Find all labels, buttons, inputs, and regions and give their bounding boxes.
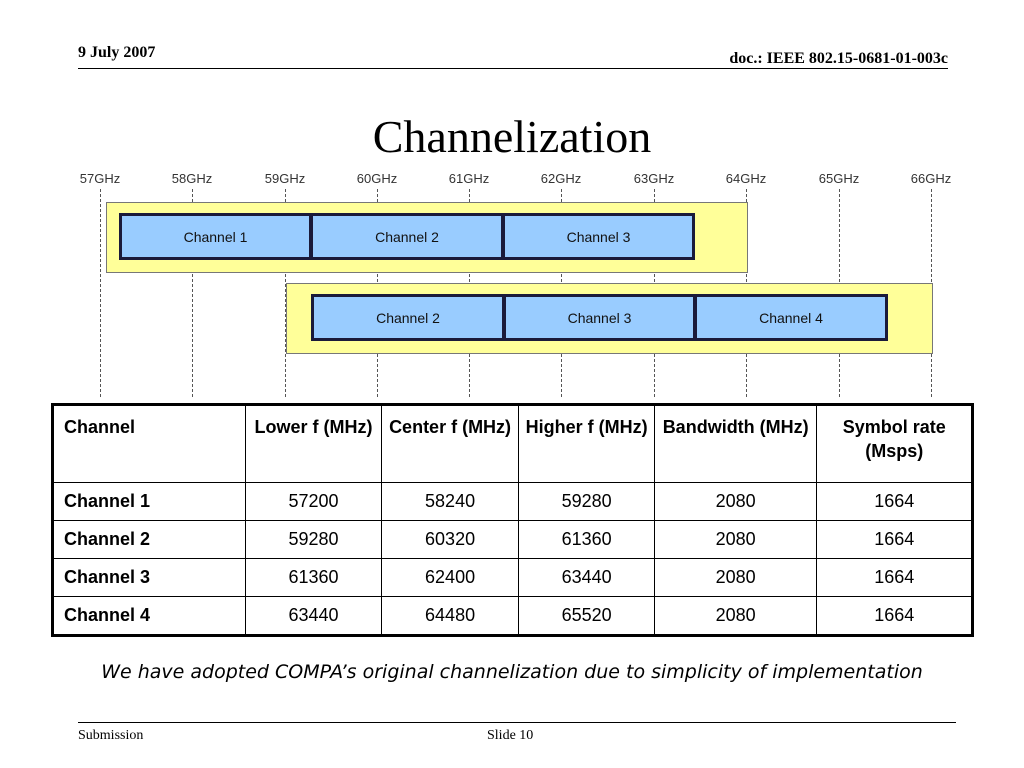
cell-channel: Channel 3 <box>53 559 246 597</box>
col-header-symbol-rate: Symbol rate (Msps) <box>817 405 973 483</box>
freq-label-60: 60GHz <box>356 171 398 186</box>
channel-table <box>51 403 974 637</box>
footer-rule <box>78 722 956 723</box>
footer-submission: Submission <box>78 728 144 743</box>
channel-box-1: Channel 1 <box>119 213 312 260</box>
cell-bandwidth: 2080 <box>654 597 817 636</box>
cell-symbol-rate: 1664 <box>817 483 973 521</box>
freq-label-59: 59GHz <box>264 171 306 186</box>
cell-symbol-rate: 1664 <box>817 597 973 636</box>
col-header-lower-f: Lower f (MHz) <box>246 405 382 483</box>
slide-title: Channelization <box>372 111 652 162</box>
table-header-row <box>53 405 973 483</box>
col-header-bandwidth: Bandwidth (MHz) <box>654 405 817 483</box>
cell-higher-f: 59280 <box>519 483 655 521</box>
header-rule <box>78 68 948 69</box>
table-row <box>53 559 973 597</box>
gridline-57 <box>100 189 101 397</box>
cell-center-f: 58240 <box>381 483 519 521</box>
channel-box-2: Channel 2 <box>310 213 504 260</box>
cell-higher-f: 61360 <box>519 521 655 559</box>
cell-symbol-rate: 1664 <box>817 521 973 559</box>
cell-channel: Channel 4 <box>53 597 246 636</box>
freq-label-65: 65GHz <box>818 171 860 186</box>
cell-bandwidth: 2080 <box>654 559 817 597</box>
channel-box-3b: Channel 3 <box>503 294 696 341</box>
header-date: 9 July 2007 <box>78 44 156 61</box>
channel-box-3: Channel 3 <box>502 213 695 260</box>
table-row <box>53 597 973 636</box>
cell-lower-f: 57200 <box>246 483 382 521</box>
cell-higher-f: 65520 <box>519 597 655 636</box>
freq-label-63: 63GHz <box>633 171 675 186</box>
cell-bandwidth: 2080 <box>654 483 817 521</box>
freq-label-62: 62GHz <box>540 171 582 186</box>
channel-box-4: Channel 4 <box>694 294 888 341</box>
cell-bandwidth: 2080 <box>654 521 817 559</box>
header-doc-id: doc.: IEEE 802.15-0681-01-003c <box>729 50 948 67</box>
freq-label-58: 58GHz <box>171 171 213 186</box>
freq-label-57: 57GHz <box>79 171 121 186</box>
channel-box-2b: Channel 2 <box>311 294 505 341</box>
freq-label-61: 61GHz <box>448 171 490 186</box>
cell-lower-f: 63440 <box>246 597 382 636</box>
cell-lower-f: 59280 <box>246 521 382 559</box>
freq-label-66: 66GHz <box>910 171 952 186</box>
col-header-channel: Channel <box>53 405 246 483</box>
cell-center-f: 64480 <box>381 597 519 636</box>
cell-channel: Channel 1 <box>53 483 246 521</box>
cell-higher-f: 63440 <box>519 559 655 597</box>
cell-symbol-rate: 1664 <box>817 559 973 597</box>
cell-center-f: 60320 <box>381 521 519 559</box>
col-header-higher-f: Higher f (MHz) <box>519 405 655 483</box>
cell-center-f: 62400 <box>381 559 519 597</box>
footer-slide-number: Slide 10 <box>487 728 534 743</box>
cell-channel: Channel 2 <box>53 521 246 559</box>
table-row <box>53 521 973 559</box>
col-header-center-f: Center f (MHz) <box>381 405 519 483</box>
table-row <box>53 483 973 521</box>
freq-label-64: 64GHz <box>725 171 767 186</box>
caption: We have adopted COMPA’s original channelization due to simplicity of implementation <box>101 661 923 683</box>
cell-lower-f: 61360 <box>246 559 382 597</box>
